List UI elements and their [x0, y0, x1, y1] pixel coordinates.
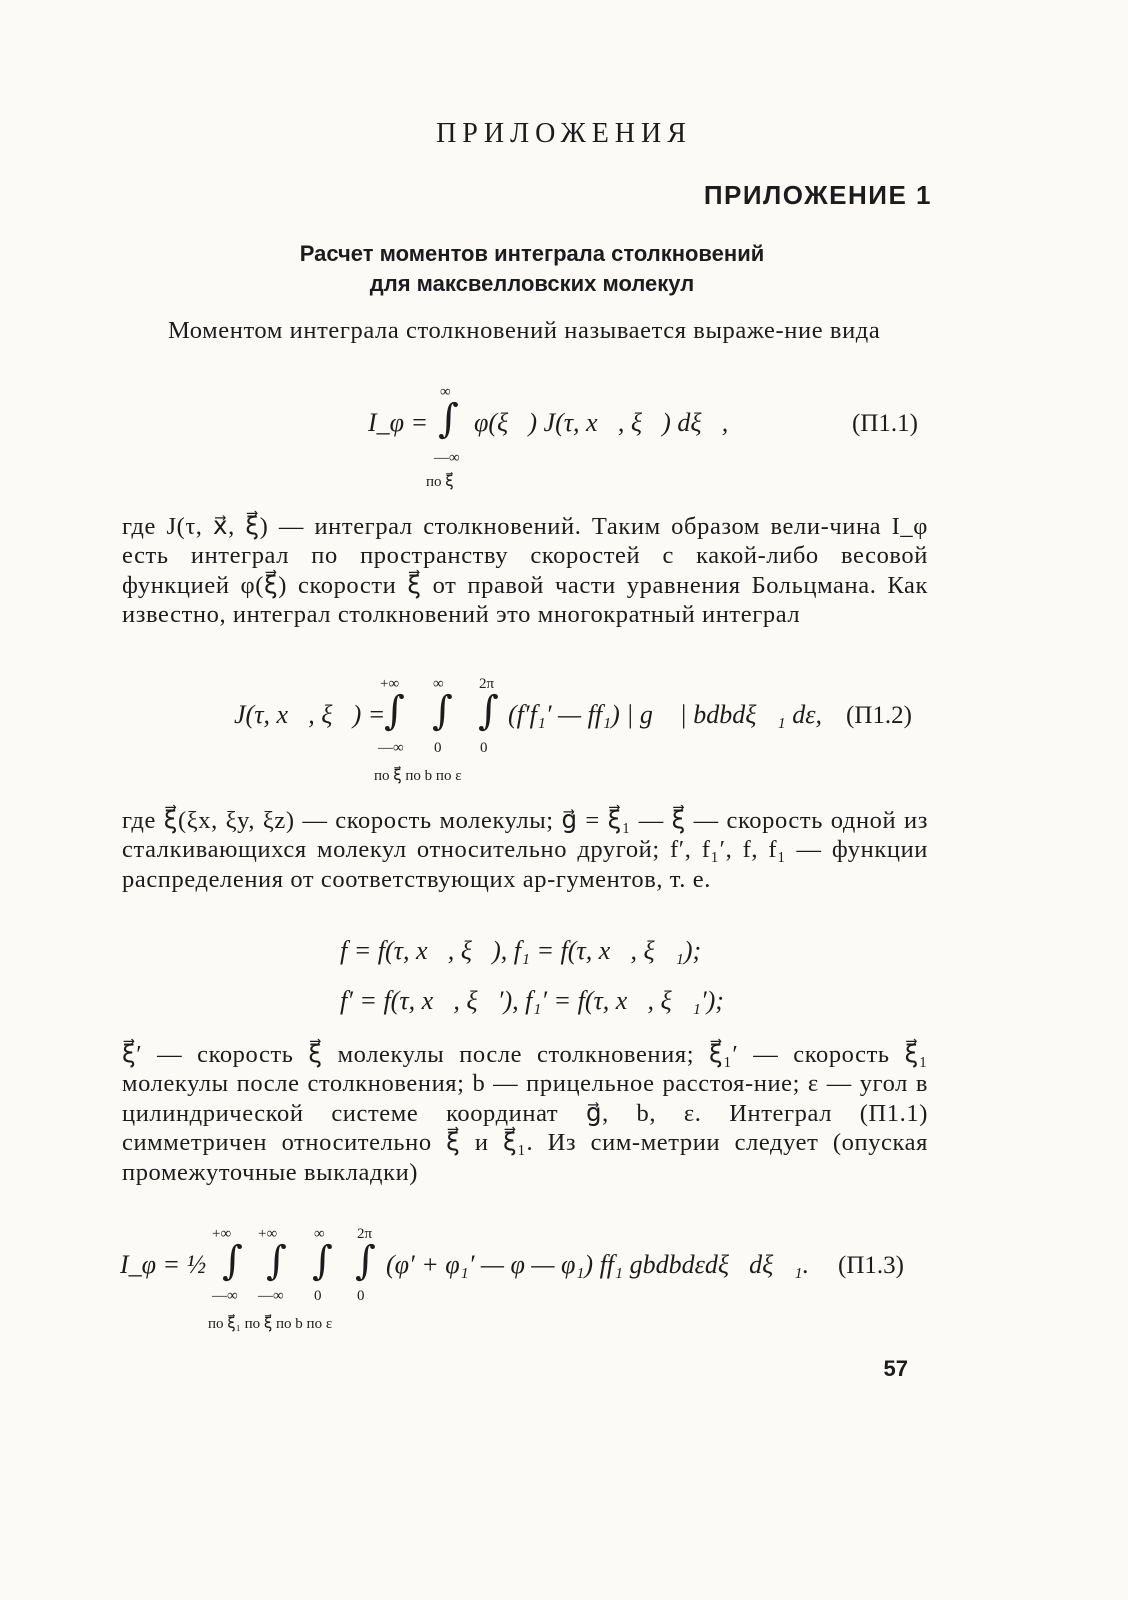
integral-sign: ∫ [222, 1238, 243, 1284]
equation-p11-label: (П1.1) [852, 410, 918, 437]
integral-sign: ∫ [432, 688, 453, 734]
equation-p11-body: φ(ξ⃗) J(τ, x⃗, ξ⃗) dξ⃗, [474, 408, 729, 437]
equation-p13-upper-4: 2π [357, 1226, 373, 1242]
equation-p13-upper-2: +∞ [258, 1226, 278, 1242]
equation-p12-body: (f′f₁′ — ff₁) | g⃗ | bdbdξ⃗₁ dε, [508, 700, 822, 729]
page-number: 57 [883, 1356, 908, 1381]
equation-p13-lhs: I_φ = ½ [120, 1250, 207, 1279]
equation-p13-upper-1: +∞ [212, 1226, 232, 1242]
appendix-number: ПРИЛОЖЕНИЕ 1 [703, 180, 932, 210]
heading-line-1: Расчет моментов интеграла столкновений [299, 241, 765, 266]
integral-sign: ∫ [312, 1238, 333, 1284]
equation-p13-upper-3: ∞ [314, 1226, 325, 1242]
equation-p11-under: по ξ⃗ [426, 474, 454, 490]
heading-line-2: для максвелловских молекул [369, 271, 695, 296]
section-title: ПРИЛОЖЕНИЯ [436, 118, 692, 149]
equation-p12-upper-3: 2π [479, 676, 495, 692]
equation-p13-body: (φ′ + φ₁′ — φ — φ₁) ff₁ gbdbdεdξ⃗dξ⃗₁. [386, 1250, 810, 1279]
integral-sign: ∫ [438, 396, 459, 442]
paragraph-after-definitions: ξ⃗′ — скорость ξ⃗ молекулы после столкновения; ξ⃗₁′ — скорость ξ⃗₁ молекулы после столкновения; b — прицельное расстоя-ние; ε — угол в цилиндрической системе координат g⃗, b, ε. Интеграл (П1.1) симметричен относительно ξ⃗ и ξ⃗₁. Из сим-метрии следует (опуская промежуточные выкладки) [122, 1041, 928, 1186]
equation-p13-lower-2: —∞ [258, 1288, 284, 1304]
paragraph-after-p11: где J(τ, x⃗, ξ⃗) — интеграл столкновений. Таким образом вели-чина I_φ есть интеграл по пространству скоростей с какой-либо весовой функцией φ(ξ⃗) скорости ξ⃗ от правой части уравнения Больцмана. Как известно, интеграл столкновений это многократный интеграл [122, 513, 928, 629]
paragraph-intro: Моментом интеграла столкновений называется выраже-ние вида [168, 317, 881, 344]
equation-p12-upper-2: ∞ [433, 676, 444, 692]
equation-p11-upper: ∞ [440, 384, 451, 400]
equation-p12-lhs: J(τ, x⃗, ξ⃗) = [234, 700, 386, 729]
integral-sign: ∫ [478, 688, 499, 734]
equation-p12-label: (П1.2) [846, 702, 912, 729]
equation-p13-under: по ξ⃗₁ по ξ⃗ по b по ε [208, 1316, 333, 1332]
equation-p12-lower-1: —∞ [378, 740, 404, 756]
equation-p13-lower-4: 0 [357, 1288, 365, 1304]
definitions-line-1: f = f(τ, x⃗, ξ⃗), f₁ = f(τ, x⃗, ξ⃗₁); [340, 936, 702, 965]
equation-p13-label: (П1.3) [838, 1252, 904, 1279]
equation-p12-under: по ξ⃗ по b по ε [374, 768, 462, 784]
equation-p11-lower: —∞ [434, 450, 460, 466]
equation-p13-lower-3: 0 [314, 1288, 322, 1304]
integral-sign: ∫ [384, 688, 405, 734]
equation-p13-lower-1: —∞ [212, 1288, 238, 1304]
definitions-line-2: f′ = f(τ, x⃗, ξ⃗′), f₁′ = f(τ, x⃗, ξ⃗₁′); [340, 986, 724, 1015]
equation-p12-upper-1: +∞ [380, 676, 400, 692]
equation-p12-lower-3: 0 [480, 740, 488, 756]
integral-sign: ∫ [266, 1238, 287, 1284]
integral-sign: ∫ [355, 1238, 376, 1284]
paragraph-after-p12: где ξ⃗(ξx, ξy, ξz) — скорость молекулы; g⃗ = ξ⃗₁ — ξ⃗ — скорость одной из сталкивающихся молекул относительно другой; f′, f₁′, f, f₁ — функции распределения от соответствующих ар-гументов, т. е. [122, 807, 928, 893]
equation-p12-lower-2: 0 [434, 740, 442, 756]
equation-p11-lhs: I_φ = [368, 408, 429, 437]
